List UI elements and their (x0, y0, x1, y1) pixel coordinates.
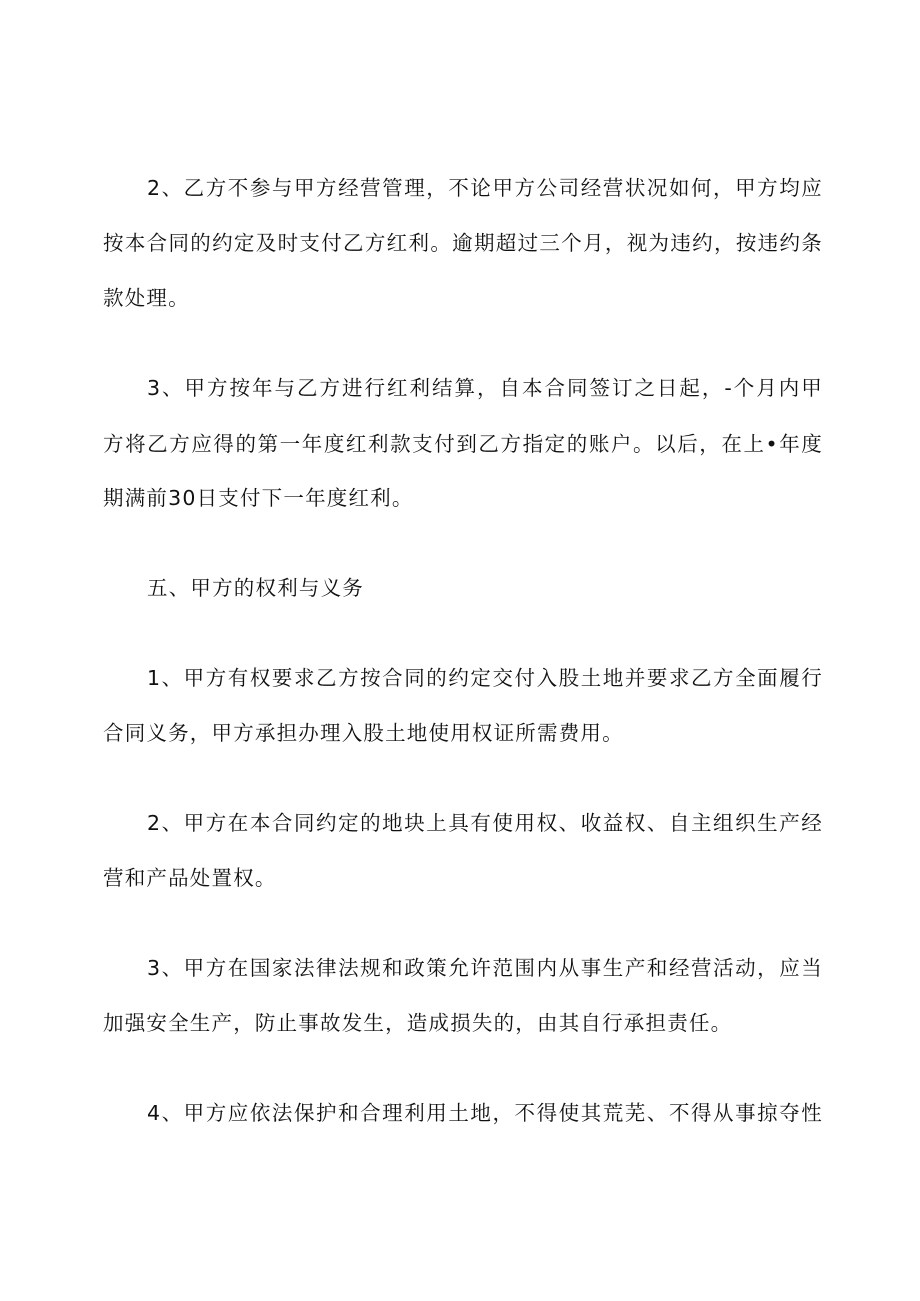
paragraph-line: 营和产品处置权。 (103, 866, 277, 890)
paragraph-line: 2、乙方不参与甲方经营管理，不论甲方公司经营状况如何，甲方均应 (147, 176, 823, 200)
paragraph-line: 2、甲方在本合同约定的地块上具有使用权、收益权、自主组织生产经 (147, 811, 823, 835)
paragraph-line: 3、甲方在国家法律法规和政策允许范围内从事生产和经营活动，应当 (147, 956, 823, 980)
paragraph-line: 方将乙方应得的第一年度红利款支付到乙方指定的账户。以后，在上•年度 (103, 432, 823, 456)
section-heading: 五、甲方的权利与义务 (147, 576, 364, 600)
paragraph-line: 期满前30日支付下一年度红利。 (103, 486, 414, 510)
paragraph-line: 1、甲方有权要求乙方按合同的约定交付入股土地并要求乙方全面履行 (147, 666, 823, 690)
paragraph-line: 3、甲方按年与乙方进行红利结算，自本合同签订之日起，-个月内甲 (147, 376, 823, 400)
paragraph-line: 加强安全生产，防止事故发生，造成损失的，由其自行承担责任。 (103, 1011, 733, 1035)
paragraph-line: 按本合同的约定及时支付乙方红利。逾期超过三个月，视为违约，按违约条 (103, 231, 823, 255)
paragraph-line: 4、甲方应依法保护和合理利用土地，不得使其荒芜、不得从事掠夺性 (147, 1101, 823, 1125)
paragraph-line: 款处理。 (103, 286, 190, 310)
paragraph-line: 合同义务，甲方承担办理入股土地使用权证所需费用。 (103, 721, 624, 745)
